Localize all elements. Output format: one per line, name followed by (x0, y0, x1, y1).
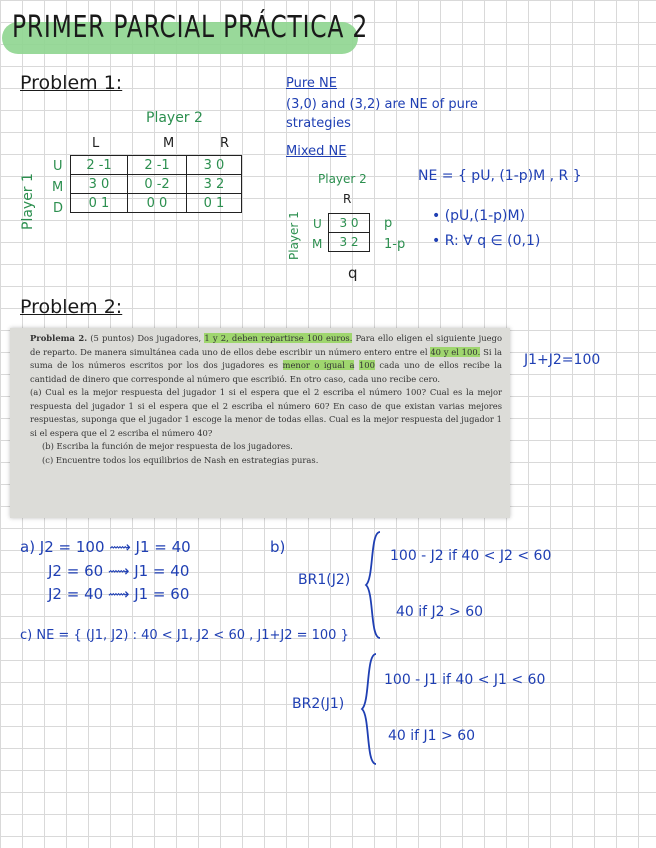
answer-c: c) NE = { (J1, J2) : 40 < J1, J2 < 60 , J1+J2 = 100 } (20, 628, 349, 643)
answer-b-label: b) (270, 538, 286, 556)
statement-highlight: 40 y el 100. (430, 346, 481, 357)
br2-label: BR2(J1) (292, 696, 345, 712)
matrix-cell: 3 0 (187, 156, 242, 175)
mixed-ne-bullet-2: • R: ∀ q ∈ (0,1) (432, 233, 541, 249)
matrix-row (329, 233, 370, 252)
matrix-cell: 3 0 (329, 214, 370, 233)
player1-label: Player 1 (20, 173, 36, 230)
col-label-R: R (220, 136, 230, 151)
statement-text: Si la suma de los números escritos por los dos jugadores es (30, 346, 502, 370)
page-title: PRIMER PARCIAL PRÁCTICA 2 (12, 10, 369, 45)
mixed-ne-bullet-1: • (pU,(1-p)M) (432, 208, 526, 224)
statement-paragraph (18, 332, 502, 386)
br2-brace (360, 652, 380, 766)
mixed-ne-heading: Mixed NE (286, 144, 347, 159)
problem-statement-photo (10, 328, 510, 518)
small-row-label-M: M (312, 237, 323, 251)
statement-text: cada uno de ellos recibe la cantidad de dinero que corresponde al número que escribió. En otro caso, cada uno recibe cero. (30, 360, 502, 384)
statement-part-b: (b) Escriba la función de mejor respuesta de los jugadores. (42, 441, 293, 451)
matrix-row (71, 156, 242, 175)
matrix-cell: 0 -2 (128, 175, 187, 194)
matrix-row (329, 214, 370, 233)
matrix-cell: 0 0 (128, 194, 187, 213)
answer-a-line-2: J2 = 60 ⟿ J1 = 40 (48, 562, 190, 580)
small-col-label: R (343, 192, 352, 206)
small-row-label-U: U (313, 217, 322, 231)
answer-a-line-1: a) J2 = 100 ⟿ J1 = 40 (20, 538, 191, 556)
statement-lead: Problema 2. (30, 333, 88, 343)
matrix-row (71, 175, 242, 194)
statement-part-c: (c) Encuentre todos los equilibrios de Nash en estrategias puras. (42, 454, 319, 465)
pure-ne-text-2: strategies (286, 116, 351, 131)
matrix-cell: 0 1 (187, 194, 242, 213)
small-payoff-matrix (328, 213, 370, 252)
side-note: J1+J2=100 (524, 352, 601, 368)
br1-brace (364, 530, 384, 640)
pure-ne-text-1: (3,0) and (3,2) are NE of pure (286, 97, 478, 112)
payoff-matrix (70, 155, 242, 213)
matrix-cell: 3 0 (71, 175, 128, 194)
statement-points: (5 puntos) Dos jugadores, (90, 333, 202, 343)
prob-p: p (384, 216, 393, 231)
statement-text: Para ello eligen el siguiente juego de reparto. De manera simultánea cada uno de ellos debe escribir un número entero entre el (30, 333, 503, 357)
matrix-cell: 3 2 (187, 175, 242, 194)
br2-case-1: 100 - J1 if 40 < J1 < 60 (384, 672, 546, 688)
player2-label: Player 2 (146, 110, 203, 126)
problem1-heading: Problem 1: (20, 72, 123, 94)
matrix-cell: 0 1 (71, 194, 128, 213)
small-player2-label: Player 2 (318, 172, 367, 186)
mixed-ne-formula: NE = { pU, (1-p)M , R } (418, 168, 582, 184)
col-label-M: M (163, 136, 175, 151)
prob-q: q (348, 264, 358, 282)
statement-part-a: (a) Cual es la mejor respuesta del jugador 1 si el espera que el 2 escriba el número 100? Cual es la mejor respuesta del jugador 1 si el espera que el 2 escriba el número 60? En caso de que existan varias mejores respuestas, suponga que el jugador 1 escoge la menor de todas ellas. Cual es la mejor respuesta del jugador 1 si el espera que el 2 escriba el número 40? (30, 387, 502, 438)
statement-highlight: 100 (358, 360, 375, 370)
br1-case-1: 100 - J2 if 40 < J2 < 60 (390, 548, 552, 564)
br1-case-2: 40 if J2 > 60 (396, 604, 484, 620)
problem2-heading: Problem 2: (20, 296, 123, 318)
matrix-row (71, 194, 242, 213)
row-label-U: U (53, 159, 63, 174)
matrix-cell: 3 2 (329, 233, 370, 252)
small-player1-label: Player 1 (287, 211, 301, 260)
statement-highlight: 1 y 2, deben repartirse 100 euros. (204, 333, 353, 343)
statement-highlight: menor o igual a (282, 360, 355, 370)
matrix-cell: 2 -1 (71, 156, 128, 175)
pure-ne-heading: Pure NE (286, 76, 337, 91)
br1-label: BR1(J2) (298, 572, 351, 588)
answer-a-line-3: J2 = 40 ⟿ J1 = 60 (48, 585, 190, 603)
row-label-M: M (52, 180, 64, 195)
prob-1-p: 1-p (384, 237, 406, 252)
row-label-D: D (53, 201, 64, 216)
col-label-L: L (92, 136, 100, 151)
br2-case-2: 40 if J1 > 60 (388, 728, 476, 744)
matrix-cell: 2 -1 (128, 156, 187, 175)
